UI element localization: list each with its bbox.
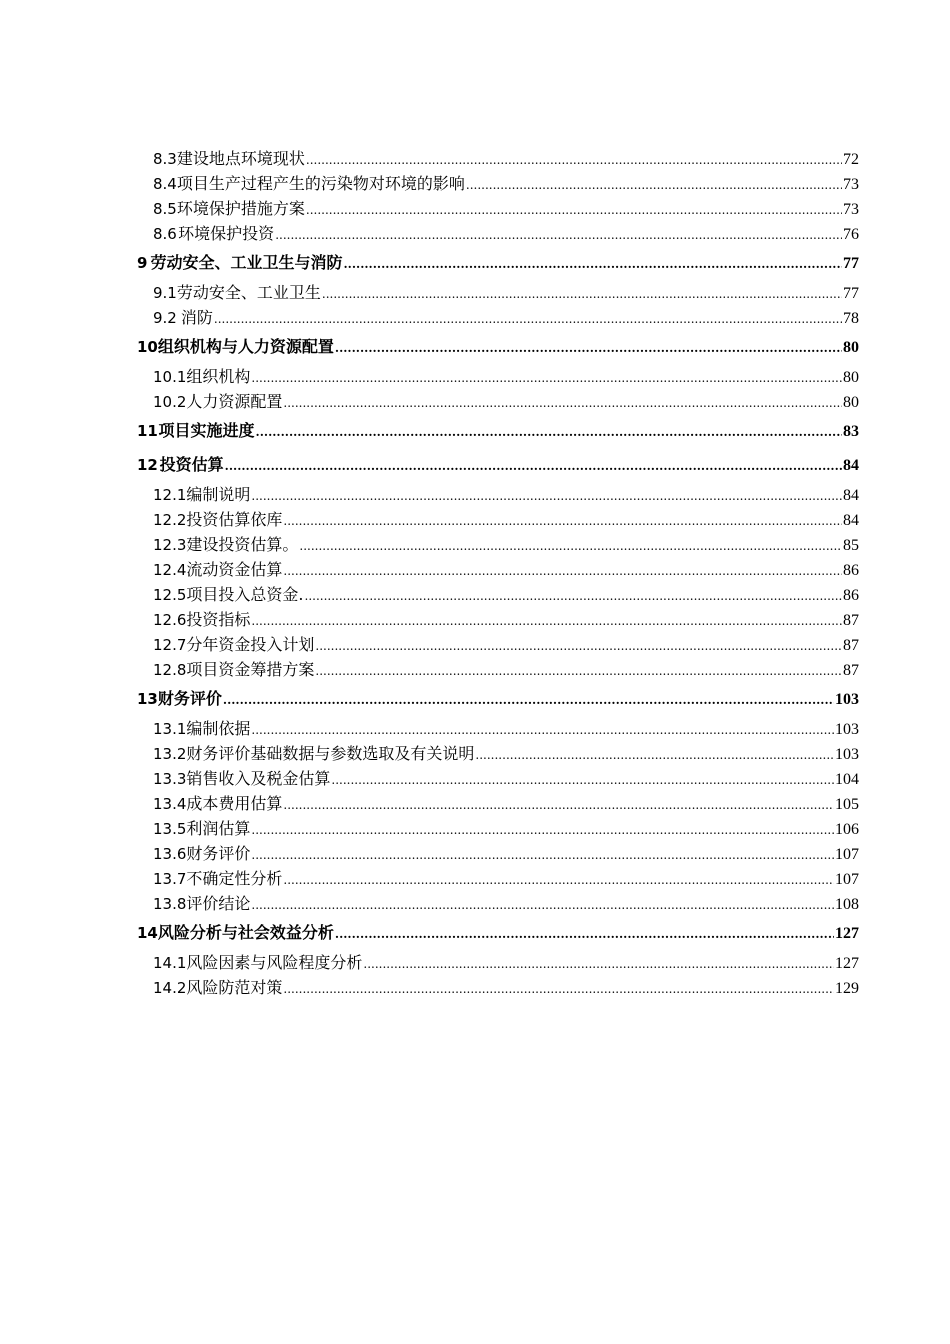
section-title: 项目生产过程产生的污染物对环境的影响 bbox=[176, 174, 465, 193]
dot-leader bbox=[251, 484, 842, 509]
section-number: 12.3 bbox=[153, 536, 187, 554]
dot-leader bbox=[315, 634, 842, 659]
page-number: 103 bbox=[835, 691, 859, 708]
section-title: 环境保护措施方案 bbox=[176, 199, 305, 218]
page-number: 127 bbox=[835, 955, 859, 972]
toc-chapter-entry[interactable] bbox=[137, 916, 859, 950]
toc-section-entry[interactable] bbox=[137, 632, 859, 657]
page-number: 87 bbox=[843, 662, 859, 679]
section-number: 9.1 bbox=[153, 284, 177, 302]
section-title: 财务评价基础数据与参数选取及有关说明 bbox=[186, 744, 475, 763]
section-number: 12.4 bbox=[153, 561, 187, 579]
toc-section-entry[interactable] bbox=[137, 196, 859, 221]
page-number: 80 bbox=[843, 369, 859, 386]
dot-leader bbox=[335, 917, 834, 951]
section-number: 13.7 bbox=[153, 870, 187, 888]
dot-leader bbox=[306, 198, 842, 223]
page-number: 87 bbox=[843, 612, 859, 629]
section-number: 12.1 bbox=[153, 486, 187, 504]
section-title: 劳动安全、工业卫生 bbox=[176, 283, 321, 302]
page-number: 105 bbox=[835, 796, 859, 813]
toc-section-entry[interactable] bbox=[137, 557, 859, 582]
section-title: 编制依据 bbox=[186, 719, 251, 738]
dot-leader bbox=[283, 559, 842, 584]
dot-leader bbox=[223, 683, 834, 717]
dot-leader bbox=[283, 868, 834, 893]
page-number: 72 bbox=[843, 151, 859, 168]
section-title: 消防 bbox=[180, 308, 213, 327]
dot-leader bbox=[299, 534, 842, 559]
section-title: 流动资金估算 bbox=[186, 560, 283, 579]
section-title: 利润估算 bbox=[186, 819, 251, 838]
section-number: 8.4 bbox=[153, 175, 177, 193]
page-number: 77 bbox=[843, 255, 859, 272]
section-number: 13.4 bbox=[153, 795, 187, 813]
toc-section-entry[interactable] bbox=[137, 146, 859, 171]
section-title: 编制说明 bbox=[186, 485, 251, 504]
page-number: 107 bbox=[835, 846, 859, 863]
dot-leader bbox=[306, 148, 842, 173]
section-number: 10.1 bbox=[153, 368, 187, 386]
page-number: 127 bbox=[835, 925, 859, 942]
page-number: 84 bbox=[843, 512, 859, 529]
section-title: 环境保护投资 bbox=[178, 224, 275, 243]
toc-section-entry[interactable] bbox=[137, 716, 859, 741]
page-number: 85 bbox=[843, 537, 859, 554]
toc-chapter-entry[interactable] bbox=[137, 414, 859, 448]
toc-section-entry[interactable] bbox=[137, 866, 859, 891]
dot-leader bbox=[322, 282, 842, 307]
section-title: 组织机构 bbox=[186, 367, 251, 386]
page-number: 87 bbox=[843, 637, 859, 654]
page-number: 86 bbox=[843, 587, 859, 604]
dot-leader bbox=[475, 743, 834, 768]
chapter-number: 14 bbox=[137, 924, 158, 942]
section-number: 12.8 bbox=[153, 661, 187, 679]
toc-section-entry[interactable] bbox=[137, 607, 859, 632]
toc-section-entry[interactable] bbox=[137, 221, 859, 246]
page-number: 129 bbox=[835, 980, 859, 997]
dot-leader bbox=[214, 307, 842, 332]
page-number: 106 bbox=[835, 821, 859, 838]
section-title: 不确定性分析 bbox=[186, 869, 283, 888]
dot-leader bbox=[363, 952, 834, 977]
section-number: 14.2 bbox=[153, 979, 187, 997]
page-number: 83 bbox=[843, 423, 859, 440]
section-title: 评价结论 bbox=[186, 894, 251, 913]
toc-section-entry[interactable] bbox=[137, 482, 859, 507]
page-number: 103 bbox=[835, 721, 859, 738]
section-number: 8.3 bbox=[153, 150, 177, 168]
dot-leader bbox=[335, 331, 842, 365]
page-number: 73 bbox=[843, 201, 859, 218]
section-number: 10.2 bbox=[153, 393, 187, 411]
chapter-title: 项目实施进度 bbox=[158, 421, 255, 440]
chapter-title: 劳动安全、工业卫生与消防 bbox=[150, 253, 343, 272]
toc-section-entry[interactable] bbox=[137, 891, 859, 916]
section-title: 项目资金筹措方案 bbox=[186, 660, 315, 679]
toc-chapter-entry[interactable] bbox=[137, 330, 859, 364]
dot-leader bbox=[305, 584, 843, 609]
section-number: 14.1 bbox=[153, 954, 187, 972]
section-title: 财务评价 bbox=[186, 844, 251, 863]
toc-section-entry[interactable] bbox=[137, 582, 859, 607]
dot-leader bbox=[251, 366, 842, 391]
toc-chapter-entry[interactable] bbox=[137, 246, 859, 280]
toc-section-entry[interactable] bbox=[137, 950, 859, 975]
dot-leader bbox=[251, 609, 842, 634]
toc-section-entry[interactable] bbox=[137, 791, 859, 816]
page-number: 107 bbox=[835, 871, 859, 888]
chapter-number: 10 bbox=[137, 338, 158, 356]
section-title: 建设地点环境现状 bbox=[176, 149, 305, 168]
dot-leader bbox=[283, 977, 834, 1002]
chapter-title: 组织机构与人力资源配置 bbox=[157, 337, 334, 356]
page-number: 84 bbox=[843, 457, 859, 474]
section-number: 13.2 bbox=[153, 745, 187, 763]
chapter-title: 风险分析与社会效益分析 bbox=[157, 923, 334, 942]
dot-leader bbox=[251, 818, 834, 843]
page-number: 84 bbox=[843, 487, 859, 504]
dot-leader bbox=[283, 391, 842, 416]
chapter-title: 财务评价 bbox=[157, 689, 222, 708]
section-number: 13.1 bbox=[153, 720, 187, 738]
dot-leader bbox=[283, 509, 842, 534]
section-title: 项目投入总资金. bbox=[186, 585, 304, 604]
page-number: 108 bbox=[835, 896, 859, 913]
section-number: 13.6 bbox=[153, 845, 187, 863]
page-number: 78 bbox=[843, 310, 859, 327]
toc-section-entry[interactable] bbox=[137, 364, 859, 389]
section-number: 9.2 bbox=[153, 309, 177, 327]
dot-leader bbox=[466, 173, 842, 198]
page-number: 80 bbox=[843, 394, 859, 411]
section-number: 13.3 bbox=[153, 770, 187, 788]
chapter-title: 投资估算 bbox=[159, 455, 224, 474]
section-title: 投资指标 bbox=[186, 610, 251, 629]
toc-section-entry[interactable] bbox=[137, 741, 859, 766]
page-number: 76 bbox=[843, 226, 859, 243]
dot-leader bbox=[283, 793, 834, 818]
table-of-contents bbox=[137, 146, 859, 1000]
page-number: 77 bbox=[843, 285, 859, 302]
section-number: 13.8 bbox=[153, 895, 187, 913]
section-number: 13.5 bbox=[153, 820, 187, 838]
section-title: 投资估算依库 bbox=[186, 510, 283, 529]
page-number: 80 bbox=[843, 339, 859, 356]
dot-leader bbox=[256, 415, 842, 449]
chapter-number: 9 bbox=[137, 254, 148, 272]
dot-leader bbox=[331, 768, 834, 793]
toc-section-entry[interactable] bbox=[137, 657, 859, 682]
dot-leader bbox=[251, 843, 834, 868]
page-number: 104 bbox=[835, 771, 859, 788]
toc-section-entry[interactable] bbox=[137, 280, 859, 305]
toc-section-entry[interactable] bbox=[137, 816, 859, 841]
page-number: 73 bbox=[843, 176, 859, 193]
toc-section-entry[interactable] bbox=[137, 171, 859, 196]
section-number: 8.5 bbox=[153, 200, 177, 218]
section-title: 销售收入及税金估算 bbox=[186, 769, 331, 788]
section-number: 12.2 bbox=[153, 511, 187, 529]
section-title: 建设投资估算。 bbox=[186, 535, 299, 554]
section-title: 人力资源配置 bbox=[186, 392, 283, 411]
section-title: 风险防范对策 bbox=[186, 978, 283, 997]
toc-chapter-entry[interactable] bbox=[137, 682, 859, 716]
dot-leader bbox=[251, 718, 834, 743]
page-number: 86 bbox=[843, 562, 859, 579]
dot-leader bbox=[275, 223, 842, 248]
section-number: 12.5 bbox=[153, 586, 187, 604]
chapter-number: 12 bbox=[137, 456, 158, 474]
section-number: 12.6 bbox=[153, 611, 187, 629]
toc-section-entry[interactable] bbox=[137, 975, 859, 1000]
dot-leader bbox=[251, 893, 834, 918]
chapter-number: 11 bbox=[137, 422, 158, 440]
section-title: 分年资金投入计划 bbox=[186, 635, 315, 654]
dot-leader bbox=[343, 247, 842, 281]
dot-leader bbox=[315, 659, 842, 684]
toc-section-entry[interactable] bbox=[137, 507, 859, 532]
section-title: 风险因素与风险程度分析 bbox=[186, 953, 363, 972]
section-title: 成本费用估算 bbox=[186, 794, 283, 813]
toc-section-entry[interactable] bbox=[137, 389, 859, 414]
toc-section-entry[interactable] bbox=[137, 766, 859, 791]
page-number: 103 bbox=[835, 746, 859, 763]
toc-section-entry[interactable] bbox=[137, 532, 859, 557]
section-number: 8.6 bbox=[153, 225, 177, 243]
toc-section-entry[interactable] bbox=[137, 841, 859, 866]
dot-leader bbox=[225, 449, 842, 483]
toc-section-entry[interactable] bbox=[137, 305, 859, 330]
section-number: 12.7 bbox=[153, 636, 187, 654]
chapter-number: 13 bbox=[137, 690, 158, 708]
toc-chapter-entry[interactable] bbox=[137, 448, 859, 482]
